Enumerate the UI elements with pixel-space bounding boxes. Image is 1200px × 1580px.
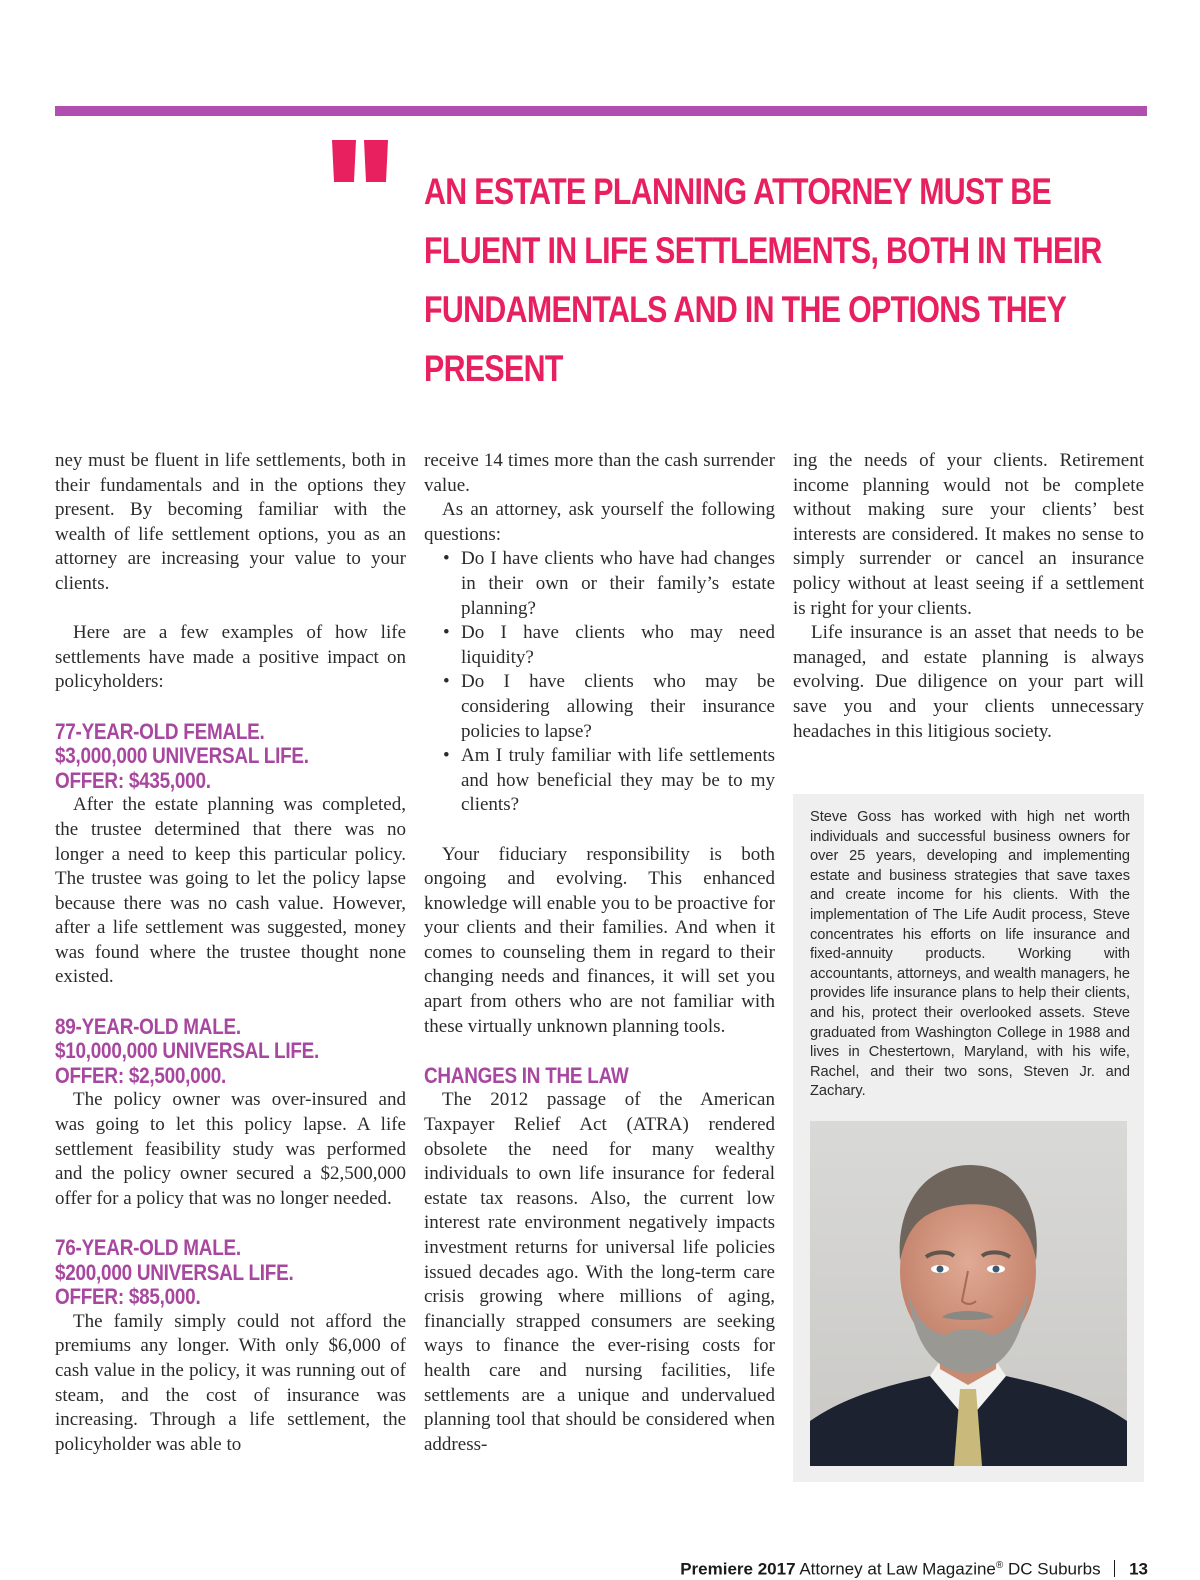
case-heading-line: 76-YEAR-OLD MALE. — [55, 1235, 241, 1260]
case-heading-line: 89-YEAR-OLD MALE. — [55, 1013, 241, 1039]
case-heading-line: OFFER: $85,000. — [55, 1284, 201, 1310]
page-number: 13 — [1129, 1559, 1148, 1579]
page-footer — [680, 1556, 1148, 1580]
paragraph: ing the needs of your clients. Retirement income planning would not be complete without making sure your clients’ best interests are considered. It makes no sense to simply surrender or cancel an insurance policy without at least seeing if a settlement is right for your clients. — [793, 450, 1144, 619]
author-bio-text: Steve Goss has worked with high net worth individuals and successful business owners for over 25 years, developing and implementing estate and business strategies that save taxes and create income for his clients. With the implementation of The Life Audit process, Steve concentrates his efforts on life insurance and fixed-annuity products. Working with accountants, attorneys, and wealth managers, he provides life insurance plans to help their clients, and his, protect their overlooked assets. Steve graduated from Washington College in 1988 and lives in Chestertown, Maryland, with his wife, Rachel, and their two sons, Steven Jr. and Zachary. — [810, 809, 1130, 1100]
paragraph: The family simply could not afford the premiums any longer. With only $6,000 of cash value in the policy, it was running out of steam, and the cost of insurance was increasing. Through a life settlement, the policyholder was able to — [55, 1310, 406, 1455]
case-heading-line: $3,000,000 UNIVERSAL LIFE. — [55, 743, 309, 769]
paragraph: Here are a few examples of how life settlements have made a positive impact on policyholders: — [55, 622, 406, 693]
case-heading — [55, 1015, 408, 1089]
author-bio-box — [793, 794, 1144, 1482]
quotation-mark-icon — [330, 138, 392, 190]
paragraph: Your fiduciary responsibility is both ongoing and evolving. This enhanced knowledge will enable you to be proactive for your clients and their families. And when it comes to counseling them in regard to their changing needs and finances, it will set you apart from others who are not familiar with these virtually unknown planning tools. — [424, 843, 775, 1037]
pull-quote: AN ESTATE PLANNING ATTORNEY MUST BE FLUENT IN LIFE SETTLEMENTS, BOTH IN THEIR FUNDAMENTALS AND IN THE OPTIONS THEY PRESENT — [424, 171, 1102, 389]
question-list — [424, 547, 775, 818]
paragraph: After the estate planning was completed, the trustee determined that there was no longer a need to keep this particular policy. The trustee was going to let the policy lapse because there was no cash value. However, after a life settlement was suggested, money was found where the trustee thought none existed. — [55, 794, 406, 988]
top-rule — [55, 106, 1147, 116]
list-item: • Do I have clients who may be considering allowing their insurance policies to lapse? — [461, 670, 775, 744]
paragraph: ney must be fluent in life settlements, both in their fundamentals and in the options they present. By becoming familiar with the wealth of life settlement options, you as an attorney are increasing your value to your clients. — [55, 450, 406, 594]
list-item: • Do I have clients who may need liquidity? — [461, 621, 775, 670]
paragraph: As an attorney, ask yourself the following questions: — [424, 499, 775, 545]
magazine-name: Attorney at Law Magazine — [799, 1559, 996, 1579]
paragraph: The 2012 passage of the American Taxpayer Relief Act (ATRA) rendered obsolete the need for many wealthy individuals to own life insurance for federal estate tax reasons. Also, the current low interest rate environment negatively impacts investment returns for universal life policies issued decades ago. With the long-term care crisis growing where millions of aging, financially strapped consumers are seeking ways to finance the ever-rising costs for health care and nursing facilities, life settlements are a unique and undervalued planning tool that should be considered when address- — [424, 1089, 775, 1455]
section-heading: CHANGES IN THE LAW — [424, 1062, 629, 1088]
paragraph: Life insurance is an asset that needs to be managed, and estate planning is always evolving. Due diligence on your part will save you and your clients unnecessary headaches in this litigious society. — [793, 622, 1144, 742]
footer-divider — [1114, 1560, 1115, 1577]
article-column-1 — [55, 449, 406, 1457]
list-item: • Do I have clients who have had changes in their own or their family’s estate planning? — [461, 547, 775, 621]
case-heading-line: OFFER: $2,500,000. — [55, 1062, 226, 1088]
author-photo — [810, 1121, 1127, 1466]
case-heading-line: $10,000,000 UNIVERSAL LIFE. — [55, 1038, 319, 1064]
paragraph: The policy owner was over-insured and was going to let this policy lapse. A life settlement feasibility study was performed and the policy owner secured a $2,500,000 offer for a policy that was no longer needed. — [55, 1089, 406, 1209]
case-heading-line: 77-YEAR-OLD FEMALE. — [55, 718, 265, 744]
case-heading — [55, 1236, 408, 1310]
list-item: • Am I truly familiar with life settlements and how beneficial they may be to my clients? — [461, 744, 775, 818]
article-column-3 — [793, 449, 1144, 744]
article-column-2 — [424, 449, 775, 1457]
registered-mark: ® — [995, 1560, 1004, 1571]
issue-label: Premiere 2017 — [680, 1559, 796, 1579]
edition-label: DC Suburbs — [1008, 1559, 1101, 1579]
case-heading-line: OFFER: $435,000. — [55, 767, 211, 793]
case-heading-line: $200,000 UNIVERSAL LIFE. — [55, 1259, 294, 1285]
case-heading — [55, 720, 408, 794]
paragraph: receive 14 times more than the cash surrender value. — [424, 450, 775, 496]
